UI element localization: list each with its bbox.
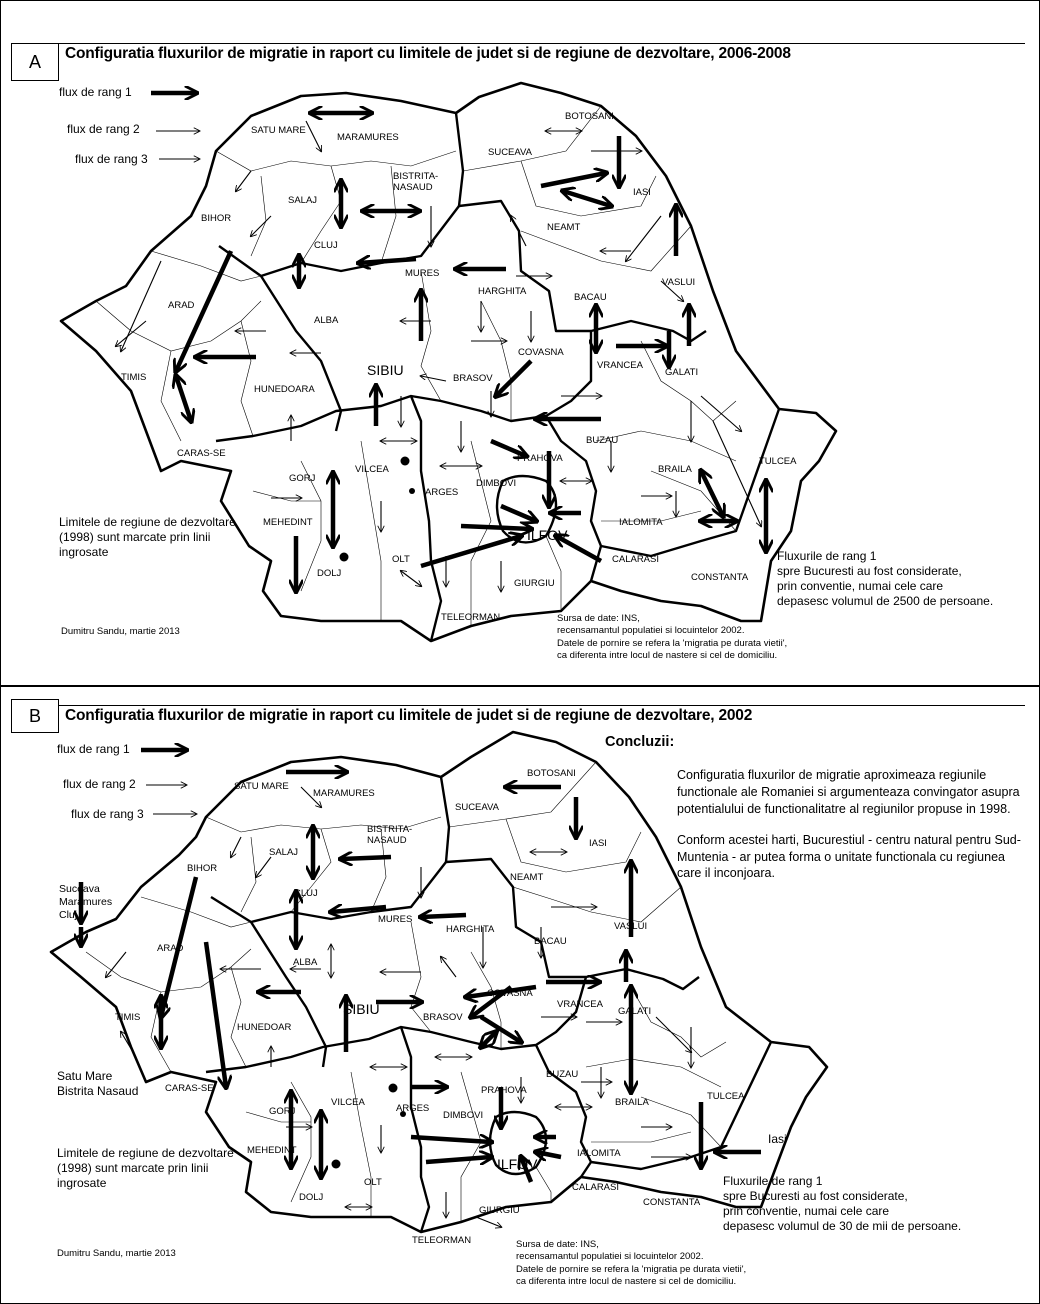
county-covasna: COVASNA (487, 988, 533, 999)
map-title: Configuratia fluxurilor de migratie in raport cu limitele de judet si de regiune de dezvoltare, 2002 (65, 707, 753, 724)
county-vrancea: VRANCEA (597, 360, 643, 371)
legend-rank-2: flux de rang 2 (67, 122, 140, 136)
county-suceava: SUCEAVA (455, 802, 499, 813)
county-salaj: SALAJ (269, 847, 299, 858)
region-note: Limitele de regiune de dezvoltare (1998) sunt marcate prin linii ingrosate (57, 1146, 234, 1190)
county-galati: GALATI (665, 367, 699, 378)
county-botosani: BOTOSANI (527, 768, 576, 779)
county-buzau: BUZAU (586, 435, 619, 446)
county-constanta: CONSTANTA (691, 572, 749, 583)
county-neamt: NEAMT (547, 222, 581, 233)
county-teleorman: TELEORMAN (441, 612, 501, 623)
legend-rank-1: flux de rang 1 (57, 742, 130, 756)
county-braila: BRAILA (658, 464, 692, 475)
county-maramures: MARAMURES (337, 132, 399, 143)
county-vilcea: VILCEA (331, 1097, 365, 1108)
county-dolj: DOLJ (299, 1192, 324, 1203)
county-dolj: DOLJ (317, 568, 342, 579)
county-mures: MURES (378, 914, 413, 925)
county-teleorman: TELEORMAN (412, 1235, 472, 1246)
legend-rank-1: flux de rang 1 (59, 85, 132, 99)
author-credit: Dumitru Sandu, martie 2013 (57, 1248, 176, 1259)
county-brasov: BRASOV (453, 373, 493, 384)
data-source: Sursa de date: INS, recensamantul populatiei si locuintelor 2002. Datele de pornire se refera la 'migratia pe durata vietii', ca diferenta intre locul de nastere si cel de domiciliu. (516, 1239, 747, 1288)
county-ialomita: IALOMITA (619, 517, 663, 528)
county-bistrita: BISTRITA- NASAUD (367, 824, 413, 847)
county-arges: ARGES (396, 1103, 430, 1114)
county-giurgiu: GIURGIU (514, 578, 555, 589)
county-tulcea: TULCEA (707, 1091, 745, 1102)
county-brasov: BRASOV (423, 1012, 463, 1023)
county-gorj: GORJ (269, 1106, 296, 1117)
county-prahova: PRAHOVA (517, 453, 563, 464)
county-neamt: NEAMT (510, 872, 544, 883)
county-bacau: BACAU (534, 936, 567, 947)
county-satu-mare: SATU MARE (234, 781, 289, 792)
county-salaj: SALAJ (288, 195, 318, 206)
county-cluj: CLUJ (314, 240, 338, 251)
legend-rank-3: flux de rang 3 (71, 807, 144, 821)
county-alba: ALBA (293, 957, 318, 968)
county-caras: CARAS-SE (177, 448, 226, 459)
panel-b (0, 686, 1040, 1304)
county-covasna: COVASNA (518, 347, 564, 358)
rank1-note: Fluxurile de rang 1 spre Bucuresti au fost considerate, prin conventie, numai cele care depasesc volumul de 30 de mii de persoane. (723, 1174, 962, 1233)
panel-letter: B (11, 699, 59, 733)
county-suceava: SUCEAVA (488, 147, 532, 158)
county-ialomita: IALOMITA (577, 1148, 621, 1159)
county-iasi: IASI (589, 838, 607, 849)
county-mures: MURES (405, 268, 440, 279)
county-giurgiu: GIURGIU (479, 1205, 520, 1216)
county-braila: BRAILA (615, 1097, 649, 1108)
county-alba: ALBA (314, 315, 339, 326)
county-ilfov: ILFOV (497, 1156, 538, 1172)
map-title: Configuratia fluxurilor de migratie in raport cu limitele de judet si de regiune de dezvoltare, 2006-2008 (65, 45, 791, 62)
county-timis: TIMIS (121, 372, 147, 383)
county-hunedoara: HUNEDOAR (237, 1022, 292, 1033)
region-note: Limitele de regiune de dezvoltare (1998) sunt marcate prin linii ingrosate (59, 515, 236, 559)
county-bihor: BIHOR (187, 863, 218, 874)
county-olt: OLT (364, 1177, 382, 1188)
county-galati: GALATI (618, 1006, 652, 1017)
county-iasi: IASI (633, 187, 651, 198)
county-calarasi: CALARASI (612, 554, 659, 565)
county-constanta: CONSTANTA (643, 1197, 701, 1208)
rank1-note: Fluxurile de rang 1 spre Bucuresti au fost considerate, prin conventie, numai cele care depasesc volumul de 2500 de persoane. (777, 549, 994, 608)
side-label-origins-1: Suceava Maramures Cluj (59, 883, 113, 922)
legend-rank-3: flux de rang 3 (75, 152, 148, 166)
county-satu-mare: SATU MARE (251, 125, 306, 136)
county-vilcea: VILCEA (355, 464, 389, 475)
conclusion-2: Conform acestei harti, Bucurestiul - centru natural pentru Sud-Muntenia - ar putea forma o unitate functionala cu regiunea care il inconjoara. (677, 832, 1021, 881)
county-ilfov: ILFOV (527, 527, 568, 543)
side-label-iasi: Iasi (768, 1132, 787, 1146)
county-sibiu: SIBIU (343, 1001, 380, 1017)
county-timis: TIMIS (115, 1012, 141, 1023)
panel-letter: A (11, 43, 59, 81)
county-sibiu: SIBIU (367, 362, 404, 378)
county-caras: CARAS-SE (165, 1083, 214, 1094)
county-dimbovita: DIMBOVI (476, 478, 517, 489)
county-calarasi: CALARASI (572, 1182, 619, 1193)
county-mehedinti: MEHEDINT (247, 1145, 297, 1156)
county-vaslui: VASLUI (662, 277, 696, 288)
county-dimbovita: DIMBOVI (443, 1110, 484, 1121)
county-olt: OLT (392, 554, 410, 565)
county-cluj: CLUJ (294, 888, 318, 899)
county-arad: ARAD (168, 300, 195, 311)
county-botosani: BOTOSANI (565, 111, 614, 122)
county-buzau: BUZAU (546, 1069, 579, 1080)
county-mehedinti: MEHEDINT (263, 517, 313, 528)
county-arges: ARGES (425, 487, 459, 498)
conclusion-1: Configuratia fluxurilor de migratie aproximeaza regiunile functionale ale Romaniei si argumenteaza convingator asupra potentialului de functionalitatre al regiunilor propuse in 1998. (677, 768, 1020, 816)
author-credit: Dumitru Sandu, martie 2013 (61, 626, 180, 637)
conclusions-text (677, 767, 1032, 896)
county-harghita: HARGHITA (446, 924, 495, 935)
county-gorj: GORJ (289, 473, 316, 484)
conclusions-title: Concluzii: (605, 734, 675, 750)
county-vaslui: VASLUI (614, 921, 648, 932)
legend-rank-2: flux de rang 2 (63, 777, 136, 791)
data-source: Sursa de date: INS, recensamantul populatiei si locuintelor 2002. Datele de pornire se refera la 'migratia pe durata vietii', ca diferenta intre locul de nastere si cel de domiciliu. (557, 613, 788, 662)
county-bihor: BIHOR (201, 213, 232, 224)
side-label-origins-2: Satu Mare Bistrita Nasaud (57, 1069, 139, 1098)
county-maramures: MARAMURES (313, 788, 375, 799)
county-prahova: PRAHOVA (481, 1085, 527, 1096)
county-hunedoara: HUNEDOARA (254, 384, 315, 395)
county-tulcea: TULCEA (759, 456, 797, 467)
county-bacau: BACAU (574, 292, 607, 303)
county-vrancea: VRANCEA (557, 999, 603, 1010)
county-harghita: HARGHITA (478, 286, 527, 297)
flows-rank-1 (81, 750, 761, 1182)
county-bistrita: BISTRITA- NASAUD (393, 171, 439, 194)
county-arad: ARAD (157, 943, 184, 954)
